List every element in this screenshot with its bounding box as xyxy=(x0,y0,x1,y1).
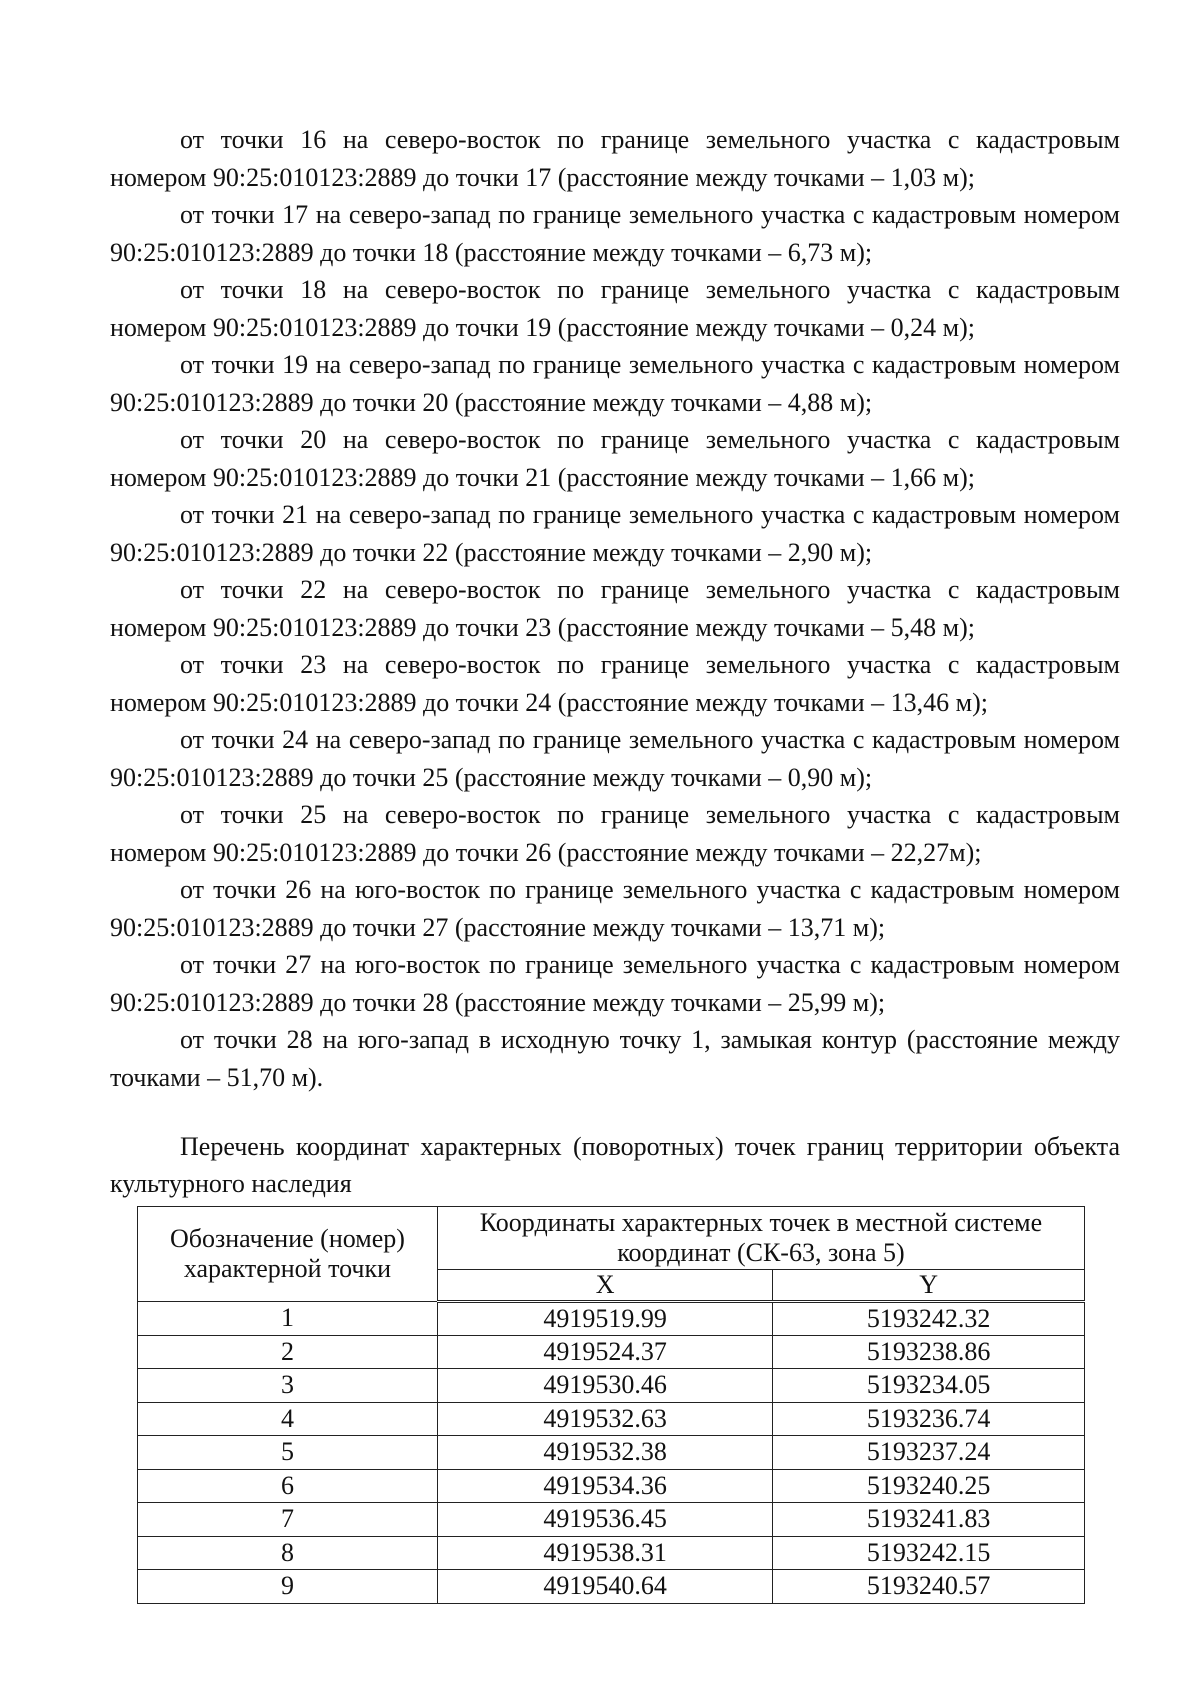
cell-point-number: 1 xyxy=(138,1302,438,1336)
cell-y: 5193240.25 xyxy=(773,1469,1085,1503)
boundary-paragraph: от точки 17 на северо-запад по границе земельного участка с кадастровым номером 90:25:010123:2889 до точки 18 (расстояние между точками – 6,73 м); xyxy=(110,200,1120,267)
cell-y: 5193242.32 xyxy=(773,1302,1085,1336)
cell-x: 4919536.45 xyxy=(437,1503,772,1537)
boundary-paragraph: от точки 24 на северо-запад по границе земельного участка с кадастровым номером 90:25:010123:2889 до точки 25 (расстояние между точками – 0,90 м); xyxy=(110,725,1120,792)
table-row xyxy=(138,1436,1085,1470)
cell-point-number: 5 xyxy=(138,1436,438,1470)
table-row xyxy=(138,1335,1085,1369)
table-row xyxy=(138,1402,1085,1436)
cell-point-number: 7 xyxy=(138,1503,438,1537)
cell-y: 5193242.15 xyxy=(773,1536,1085,1570)
header-coordinates: Координаты характерных точек в местной системе координат (СК-63, зона 5) xyxy=(437,1207,1084,1270)
cell-point-number: 6 xyxy=(138,1469,438,1503)
cell-x: 4919534.36 xyxy=(437,1469,772,1503)
boundary-description xyxy=(110,121,1120,1096)
header-x: X xyxy=(437,1270,772,1302)
boundary-paragraph: от точки 22 на северо-восток по границе земельного участка с кадастровым номером 90:25:010123:2889 до точки 23 (расстояние между точками – 5,48 м); xyxy=(110,575,1120,642)
cell-y: 5193238.86 xyxy=(773,1335,1085,1369)
boundary-paragraph: от точки 20 на северо-восток по границе земельного участка с кадастровым номером 90:25:010123:2889 до точки 21 (расстояние между точками – 1,66 м); xyxy=(110,425,1120,492)
table-caption: Перечень координат характерных (поворотных) точек границ территории объекта культурного наследия xyxy=(110,1132,1120,1198)
cell-x: 4919530.46 xyxy=(437,1369,772,1403)
boundary-paragraph: от точки 21 на северо-запад по границе земельного участка с кадастровым номером 90:25:010123:2889 до точки 22 (расстояние между точками – 2,90 м); xyxy=(110,500,1120,567)
cell-y: 5193236.74 xyxy=(773,1402,1085,1436)
cell-y: 5193234.05 xyxy=(773,1369,1085,1403)
coordinates-table xyxy=(137,1206,1085,1604)
boundary-paragraph: от точки 16 на северо-восток по границе земельного участка с кадастровым номером 90:25:010123:2889 до точки 17 (расстояние между точками – 1,03 м); xyxy=(110,125,1120,192)
cell-point-number: 9 xyxy=(138,1570,438,1604)
cell-point-number: 2 xyxy=(138,1335,438,1369)
boundary-paragraph: от точки 18 на северо-восток по границе земельного участка с кадастровым номером 90:25:010123:2889 до точки 19 (расстояние между точками – 0,24 м); xyxy=(110,275,1120,342)
boundary-paragraph: от точки 26 на юго-восток по границе земельного участка с кадастровым номером 90:25:010123:2889 до точки 27 (расстояние между точками – 13,71 м); xyxy=(110,875,1120,942)
table-row xyxy=(138,1369,1085,1403)
cell-x: 4919519.99 xyxy=(437,1302,772,1336)
header-y: Y xyxy=(773,1270,1085,1302)
table-row xyxy=(138,1503,1085,1537)
boundary-paragraph: от точки 27 на юго-восток по границе земельного участка с кадастровым номером 90:25:010123:2889 до точки 28 (расстояние между точками – 25,99 м); xyxy=(110,950,1120,1017)
cell-x: 4919532.63 xyxy=(437,1402,772,1436)
table-row xyxy=(138,1302,1085,1336)
cell-x: 4919540.64 xyxy=(437,1570,772,1604)
cell-x: 4919524.37 xyxy=(437,1335,772,1369)
cell-y: 5193240.57 xyxy=(773,1570,1085,1604)
cell-x: 4919538.31 xyxy=(437,1536,772,1570)
table-row xyxy=(138,1570,1085,1604)
boundary-paragraph-closing: от точки 28 на юго-запад в исходную точку 1, замыкая контур (расстояние между точками – 51,70 м). xyxy=(110,1025,1121,1092)
table-row xyxy=(138,1469,1085,1503)
cell-point-number: 3 xyxy=(138,1369,438,1403)
boundary-paragraph: от точки 19 на северо-запад по границе земельного участка с кадастровым номером 90:25:010123:2889 до точки 20 (расстояние между точками – 4,88 м); xyxy=(110,350,1120,417)
header-point-number: Обозначение (номер) характерной точки xyxy=(138,1207,438,1302)
cell-y: 5193241.83 xyxy=(773,1503,1085,1537)
table-row xyxy=(138,1536,1085,1570)
boundary-paragraph: от точки 23 на северо-восток по границе земельного участка с кадастровым номером 90:25:010123:2889 до точки 24 (расстояние между точками – 13,46 м); xyxy=(110,650,1120,717)
cell-y: 5193237.24 xyxy=(773,1436,1085,1470)
boundary-paragraph: от точки 25 на северо-восток по границе земельного участка с кадастровым номером 90:25:010123:2889 до точки 26 (расстояние между точками – 22,27м); xyxy=(110,800,1120,867)
cell-x: 4919532.38 xyxy=(437,1436,772,1470)
cell-point-number: 4 xyxy=(138,1402,438,1436)
cell-point-number: 8 xyxy=(138,1536,438,1570)
